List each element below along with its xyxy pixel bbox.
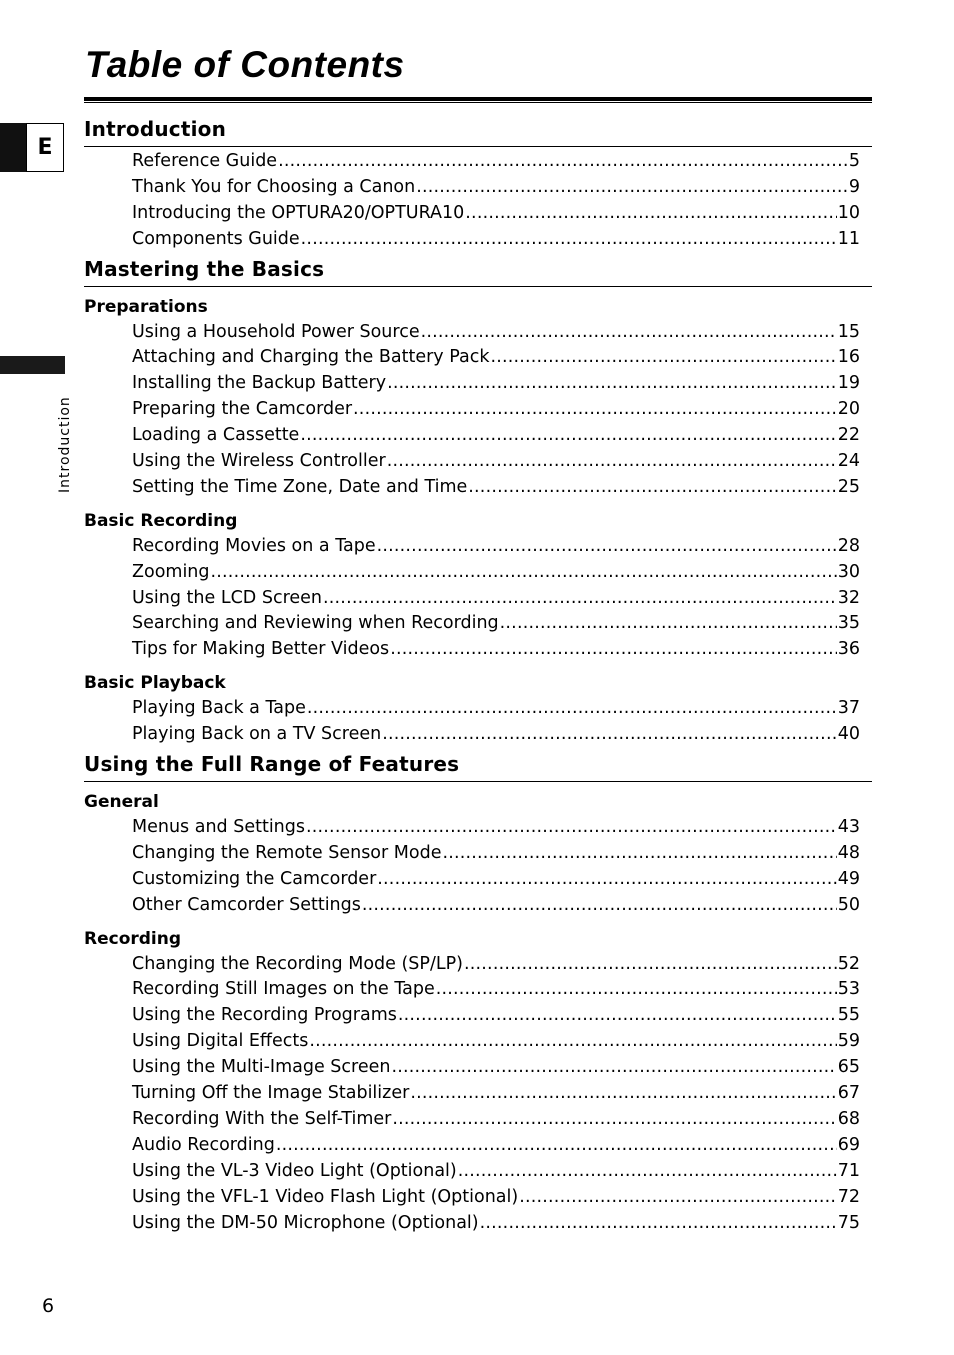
dot-leader (276, 1133, 837, 1159)
title-rule-thin (84, 102, 872, 103)
toc-entry-title: Using the Wireless Controller (132, 451, 386, 472)
toc-entry-page: 75 (837, 1212, 860, 1233)
toc-entry-title: Searching and Reviewing when Recording (132, 613, 499, 634)
dot-leader (278, 149, 848, 175)
toc-entry-title: Using the Recording Programs (132, 1005, 397, 1026)
toc-entry-page: 30 (837, 561, 860, 582)
section-heading: Using the Full Range of Features (84, 749, 872, 782)
page-number: 6 (42, 1295, 55, 1317)
dot-leader (490, 345, 836, 371)
toc-entry-page: 22 (837, 425, 860, 446)
toc-entry[interactable] (132, 449, 860, 475)
toc-entry[interactable] (132, 423, 860, 449)
toc-entry[interactable] (132, 534, 860, 560)
toc-entry-title: Recording Still Images on the Tape (132, 979, 435, 1000)
toc-entry[interactable] (132, 586, 860, 612)
toc-entry[interactable] (132, 841, 860, 867)
toc-entry[interactable] (132, 815, 860, 841)
toc-entry-page: 49 (837, 868, 860, 889)
subsection-heading: Basic Playback (84, 673, 226, 694)
toc-entry[interactable] (132, 345, 860, 371)
dot-leader (377, 867, 836, 893)
subsection-heading: Preparations (84, 296, 208, 317)
toc-entry-page: 28 (837, 535, 860, 556)
toc-entry-page: 52 (837, 953, 860, 974)
section-heading: Mastering the Basics (84, 254, 872, 287)
toc-entry-list (84, 952, 860, 1237)
dot-leader (307, 696, 837, 722)
toc-entry-page: 20 (837, 399, 860, 420)
toc-entry-list (84, 320, 860, 501)
toc-entry-title: Turning Off the Image Stabilizer (132, 1083, 410, 1104)
toc-entry-title: Tips for Making Better Videos (132, 639, 390, 660)
language-tab-bar (0, 123, 26, 172)
dot-leader (362, 893, 837, 919)
dot-leader (300, 423, 836, 449)
toc-entry[interactable] (132, 1003, 860, 1029)
toc-entry-page: 9 (848, 176, 860, 197)
toc-entry[interactable] (132, 227, 860, 253)
toc-entry-list (84, 696, 860, 748)
language-tab-letter: E (26, 123, 64, 172)
toc-entry-title: Using the VL-3 Video Light (Optional) (132, 1160, 457, 1181)
dot-leader (465, 201, 836, 227)
toc-entry-title: Using the Multi-Image Screen (132, 1057, 391, 1078)
toc-entry-page: 72 (837, 1186, 860, 1207)
toc-entry-page: 24 (837, 451, 860, 472)
toc-entry-page: 5 (848, 151, 860, 171)
toc-entry-title: Recording Movies on a Tape (132, 535, 376, 556)
toc-entry-page: 69 (837, 1134, 860, 1155)
title-rule (84, 97, 872, 101)
toc-entry[interactable] (132, 1107, 860, 1133)
subsection-heading: General (84, 792, 159, 813)
toc-entry-title: Playing Back a Tape (132, 698, 306, 719)
toc-entry-title: Reference Guide (132, 151, 278, 171)
toc-entry-page: 53 (837, 979, 860, 1000)
toc-entry[interactable] (132, 637, 860, 663)
dot-leader (387, 449, 837, 475)
toc-entry-title: Components Guide (132, 228, 300, 249)
toc-entry-title: Thank You for Choosing a Canon (132, 176, 416, 197)
toc-entry-list (84, 149, 860, 253)
dot-leader (398, 1003, 837, 1029)
toc-entry-title: Using Digital Effects (132, 1031, 309, 1052)
toc-entry-title: Loading a Cassette (132, 425, 300, 446)
dot-leader (464, 952, 837, 978)
dot-leader (468, 475, 836, 501)
side-section-label: Introduction (57, 396, 73, 493)
dot-leader (410, 1081, 836, 1107)
dot-leader (500, 611, 837, 637)
toc-entry-title: Other Camcorder Settings (132, 894, 361, 915)
toc-entry-page: 55 (837, 1005, 860, 1026)
dot-leader (387, 371, 837, 397)
dot-leader (480, 1211, 837, 1237)
toc-entry-page: 68 (837, 1108, 860, 1129)
toc-entry-page: 32 (837, 587, 860, 608)
toc-entry[interactable] (132, 1159, 860, 1185)
subsection-heading: Recording (84, 928, 182, 949)
dot-leader (301, 227, 837, 253)
toc-entry-page: 50 (837, 894, 860, 915)
toc-entry-title: Using the LCD Screen (132, 587, 323, 608)
toc-entry-title: Using a Household Power Source (132, 321, 420, 342)
toc-entry[interactable] (132, 1211, 860, 1237)
toc-entry[interactable] (132, 201, 860, 227)
toc-entry[interactable] (132, 1133, 860, 1159)
toc-entry-list (84, 534, 860, 663)
toc-entry-page: 67 (837, 1083, 860, 1104)
dot-leader (353, 397, 837, 423)
toc-entry-page: 35 (837, 613, 860, 634)
side-section-bar (0, 356, 65, 374)
toc-entry[interactable] (132, 175, 860, 201)
dot-leader (458, 1159, 837, 1185)
toc-entry-title: Changing the Recording Mode (SP/LP) (132, 953, 463, 974)
toc-entry[interactable] (132, 952, 860, 978)
toc-entry[interactable] (132, 1081, 860, 1107)
toc-entry-title: Installing the Backup Battery (132, 373, 387, 394)
toc-entry-title: Menus and Settings (132, 817, 305, 838)
toc-entry[interactable] (132, 696, 860, 722)
dot-leader (416, 175, 848, 201)
toc-entry[interactable] (132, 560, 860, 586)
toc-entry[interactable] (132, 977, 860, 1003)
toc-entry-page: 16 (837, 347, 860, 368)
toc-entry-page: 40 (837, 724, 860, 745)
toc-entry-title: Changing the Remote Sensor Mode (132, 842, 442, 863)
toc-entry[interactable] (132, 320, 860, 346)
toc-entry-title: Introducing the OPTURA20/OPTURA10 (132, 202, 465, 223)
dot-leader (436, 977, 837, 1003)
toc-entry-title: Using the DM-50 Microphone (Optional) (132, 1212, 479, 1233)
toc-content (84, 114, 872, 1236)
toc-entry-page: 15 (837, 321, 860, 342)
toc-entry[interactable] (132, 1029, 860, 1055)
dot-leader (392, 1107, 836, 1133)
toc-entry[interactable] (132, 371, 860, 397)
toc-entry-title: Customizing the Camcorder (132, 868, 377, 889)
dot-leader (391, 1055, 836, 1081)
toc-entry[interactable] (132, 149, 860, 175)
toc-entry[interactable] (132, 1055, 860, 1081)
dot-leader (309, 1029, 836, 1055)
dot-leader (421, 320, 837, 346)
toc-entry[interactable] (132, 475, 860, 501)
subsection-heading: Basic Recording (84, 510, 238, 531)
toc-entry[interactable] (132, 1185, 860, 1211)
toc-entry[interactable] (132, 397, 860, 423)
toc-entry-page: 65 (837, 1057, 860, 1078)
toc-entry-title: Recording With the Self-Timer (132, 1108, 392, 1129)
toc-entry-page: 10 (837, 202, 860, 223)
toc-entry-title: Audio Recording (132, 1134, 275, 1155)
dot-leader (323, 586, 837, 612)
section-heading: Introduction (84, 114, 872, 147)
toc-entry-title: Preparing the Camcorder (132, 399, 353, 420)
language-tab (0, 123, 64, 172)
toc-entry-page: 11 (837, 228, 860, 249)
toc-entry[interactable] (132, 611, 860, 637)
toc-entry-page: 59 (837, 1031, 860, 1052)
dot-leader (306, 815, 837, 841)
toc-entry-title: Playing Back on a TV Screen (132, 724, 382, 745)
toc-entry[interactable] (132, 893, 860, 919)
toc-entry-page: 37 (837, 698, 860, 719)
toc-entry-title: Using the VFL-1 Video Flash Light (Optional) (132, 1186, 519, 1207)
toc-entry-title: Zooming (132, 561, 210, 582)
dot-leader (390, 637, 837, 663)
toc-entry-page: 48 (837, 842, 860, 863)
toc-entry-list (84, 815, 860, 919)
toc-entry-page: 25 (837, 476, 860, 497)
toc-entry-title: Attaching and Charging the Battery Pack (132, 347, 490, 368)
toc-entry-page: 71 (837, 1160, 860, 1181)
toc-entry-page: 36 (837, 639, 860, 660)
dot-leader (519, 1185, 836, 1211)
toc-entry[interactable] (132, 722, 860, 748)
toc-entry[interactable] (132, 867, 860, 893)
toc-entry-page: 43 (837, 817, 860, 838)
dot-leader (382, 722, 837, 748)
toc-entry-page: 19 (837, 373, 860, 394)
dot-leader (377, 534, 837, 560)
toc-entry-title: Setting the Time Zone, Date and Time (132, 476, 468, 497)
dot-leader (442, 841, 836, 867)
dot-leader (211, 560, 837, 586)
page-title: Table of Contents (85, 44, 405, 85)
